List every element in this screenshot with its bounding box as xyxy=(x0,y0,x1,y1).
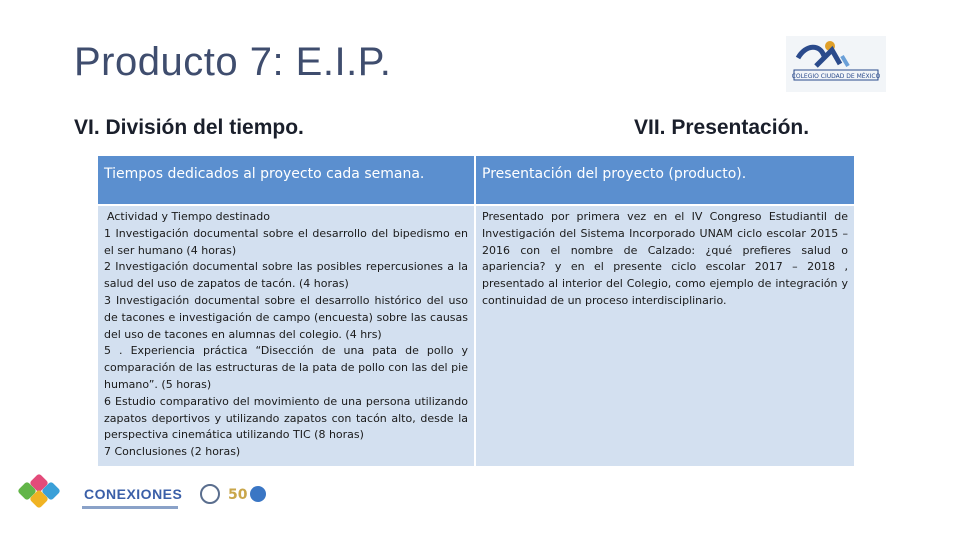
table-header-presentacion: Presentación del proyecto (producto). xyxy=(476,156,854,204)
slide-title: Producto 7: E.I.P. xyxy=(74,40,392,84)
activity-item: 5 . Experiencia práctica “Disección de una pata de pollo y comparación de las estructuras de la pata de pollo con las del pie humano”. (5 horas) xyxy=(104,344,468,391)
activity-item: 7 Conclusiones (2 horas) xyxy=(104,445,241,459)
table-header-tiempos: Tiempos dedicados al proyecto cada semana. xyxy=(98,156,474,204)
activity-item: 3 Investigación documental sobre el desarrollo histórico del uso de tacones e investigación de campo (encuesta) sobre las causas del uso de tacones en alumnas del colegio. (4 hrs) xyxy=(104,293,468,341)
presentation-text: Presentado por primera vez en el IV Congreso Estudiantil de Investigación del Sistema Incorporado UNAM ciclo escolar 2015 – 2016 con el nombre de Calzado: ¿qué prefieres salud o apariencia? y en el presente ciclo escolar 2017 – 2018 , presentado al interior del Colegio, como ejemplo de integración y continuidad de un proceso interdisciplinario. xyxy=(482,210,848,307)
activity-item: 2 Investigación documental sobre las posibles repercusiones a la salud del uso de zapatos de tacón. (4 horas) xyxy=(104,260,468,291)
activity-item: 1 Investigación documental sobre el desarrollo del bipedismo en el ser humano (4 horas) xyxy=(104,226,468,257)
svg-text:COLEGIO CIUDAD DE MÉXICO: COLEGIO CIUDAD DE MÉXICO xyxy=(791,73,881,80)
table-cell-activities xyxy=(98,206,474,466)
activities-intro: Actividad y Tiempo destinado xyxy=(107,210,270,223)
fifty-years-logo: 50 xyxy=(228,487,248,503)
activity-item: 6 Estudio comparativo del movimiento de una persona utilizando zapatos deportivos y utilizando zapatos con tacón alto, desde la perspectiva cinemática utilizando TIC (8 horas) xyxy=(104,394,468,442)
section-heading-presentacion: VII. Presentación. xyxy=(634,116,810,139)
section-heading-division: VI. División del tiempo. xyxy=(74,116,304,139)
table-cell-presentation xyxy=(476,206,854,466)
content-table xyxy=(98,156,854,466)
conexiones-text: CONEXIONES xyxy=(84,486,183,502)
school-logo xyxy=(786,36,886,92)
